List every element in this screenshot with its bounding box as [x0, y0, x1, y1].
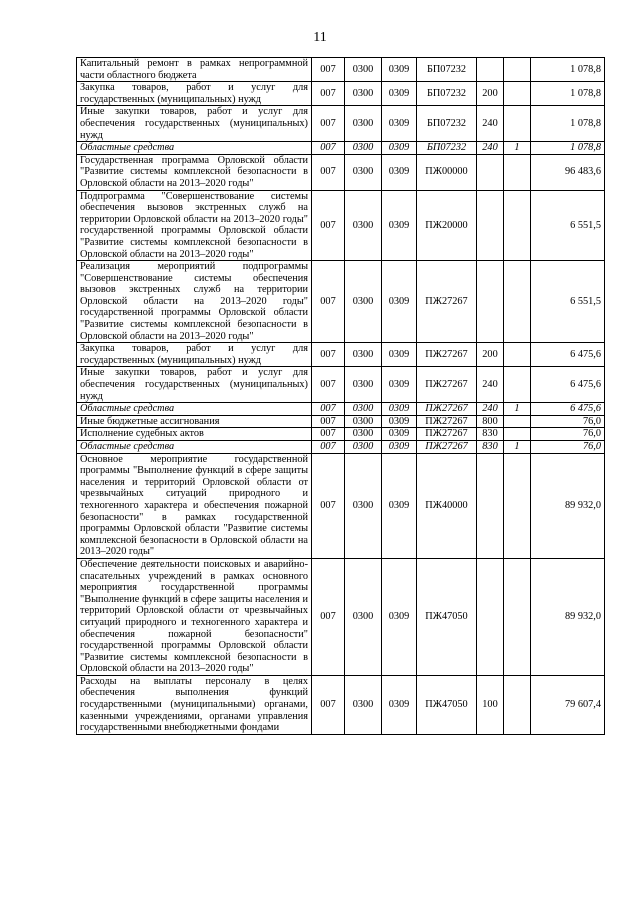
target-article-code: ПЖ20000	[417, 190, 477, 261]
subsection-code: 0309	[382, 403, 417, 416]
amount: 6 475,6	[531, 343, 605, 367]
admin-code: 007	[312, 558, 345, 675]
subsection-code: 0309	[382, 428, 417, 441]
row-name: Иные закупки товаров, работ и услуг для обеспечения государственных (муниципальных) нужд	[77, 106, 312, 142]
target-article-code: БП07232	[417, 106, 477, 142]
section-code: 0300	[345, 261, 382, 343]
table-row	[77, 415, 605, 428]
expense-type-code: 240	[477, 142, 504, 155]
admin-code: 007	[312, 403, 345, 416]
table-row	[77, 441, 605, 454]
expense-type-code: 100	[477, 675, 504, 734]
admin-code: 007	[312, 415, 345, 428]
funding-source-code	[504, 58, 531, 82]
target-article-code: ПЖ27267	[417, 428, 477, 441]
funding-source-code	[504, 261, 531, 343]
table-row	[77, 261, 605, 343]
target-article-code: ПЖ40000	[417, 453, 477, 558]
subsection-code: 0309	[382, 441, 417, 454]
table-row	[77, 82, 605, 106]
table-row	[77, 403, 605, 416]
expense-type-code: 200	[477, 82, 504, 106]
admin-code: 007	[312, 142, 345, 155]
target-article-code: ПЖ27267	[417, 367, 477, 403]
subsection-code: 0309	[382, 142, 417, 155]
admin-code: 007	[312, 190, 345, 261]
table-row	[77, 154, 605, 190]
funding-source-code	[504, 428, 531, 441]
expense-type-code	[477, 261, 504, 343]
expense-type-code	[477, 453, 504, 558]
row-name: Областные средства	[77, 142, 312, 155]
amount: 76,0	[531, 428, 605, 441]
amount: 6 551,5	[531, 261, 605, 343]
target-article-code: БП07232	[417, 142, 477, 155]
section-code: 0300	[345, 82, 382, 106]
budget-table	[76, 57, 605, 735]
page-number: 11	[313, 30, 327, 45]
funding-source-code	[504, 367, 531, 403]
row-name: Закупка товаров, работ и услуг для государственных (муниципальных) нужд	[77, 82, 312, 106]
expense-type-code	[477, 190, 504, 261]
expense-type-code: 240	[477, 367, 504, 403]
expense-type-code	[477, 58, 504, 82]
funding-source-code	[504, 453, 531, 558]
row-name: Областные средства	[77, 441, 312, 454]
section-code: 0300	[345, 142, 382, 155]
section-code: 0300	[345, 343, 382, 367]
funding-source-code	[504, 190, 531, 261]
admin-code: 007	[312, 106, 345, 142]
row-name: Иные закупки товаров, работ и услуг для обеспечения государственных (муниципальных) нужд	[77, 367, 312, 403]
admin-code: 007	[312, 261, 345, 343]
admin-code: 007	[312, 428, 345, 441]
row-name: Расходы на выплаты персоналу в целях обеспечения выполнения функций государственными (муниципальными) органами, казенными учреждениями, органами управления государственными внебюджетными фондами	[77, 675, 312, 734]
subsection-code: 0309	[382, 558, 417, 675]
funding-source-code	[504, 154, 531, 190]
section-code: 0300	[345, 558, 382, 675]
expense-type-code: 240	[477, 403, 504, 416]
target-article-code: ПЖ47050	[417, 558, 477, 675]
expense-type-code: 800	[477, 415, 504, 428]
table-row	[77, 106, 605, 142]
expense-type-code	[477, 154, 504, 190]
table-row	[77, 343, 605, 367]
funding-source-code	[504, 415, 531, 428]
section-code: 0300	[345, 675, 382, 734]
target-article-code: ПЖ00000	[417, 154, 477, 190]
row-name: Государственная программа Орловской области "Развитие системы комплексной безопасности в Орловской области на 2013–2020 годы"	[77, 154, 312, 190]
row-name: Капитальный ремонт в рамках непрограммной части областного бюджета	[77, 58, 312, 82]
section-code: 0300	[345, 190, 382, 261]
table-row	[77, 558, 605, 675]
section-code: 0300	[345, 403, 382, 416]
amount: 6 475,6	[531, 403, 605, 416]
table-row	[77, 428, 605, 441]
target-article-code: ПЖ27267	[417, 415, 477, 428]
table-row	[77, 675, 605, 734]
subsection-code: 0309	[382, 367, 417, 403]
subsection-code: 0309	[382, 261, 417, 343]
expense-type-code: 240	[477, 106, 504, 142]
section-code: 0300	[345, 106, 382, 142]
admin-code: 007	[312, 453, 345, 558]
expense-type-code: 830	[477, 441, 504, 454]
table-row	[77, 58, 605, 82]
funding-source-code	[504, 558, 531, 675]
admin-code: 007	[312, 154, 345, 190]
amount: 76,0	[531, 441, 605, 454]
section-code: 0300	[345, 441, 382, 454]
funding-source-code: 1	[504, 441, 531, 454]
amount: 6 551,5	[531, 190, 605, 261]
expense-type-code: 200	[477, 343, 504, 367]
subsection-code: 0309	[382, 154, 417, 190]
row-name: Закупка товаров, работ и услуг для государственных (муниципальных) нужд	[77, 343, 312, 367]
target-article-code: ПЖ27267	[417, 403, 477, 416]
table-row	[77, 142, 605, 155]
row-name: Основное мероприятие государственной программы "Выполнение функций в сфере защиты населения и территорий Орловской области от чрезвычайных ситуаций природного и техногенного характера и обеспечения пожарной безопасности" в рамках государственной программы Орловской области "Развитие системы комплексной безопасности в Орловской области на 2013–2020 годы"	[77, 453, 312, 558]
subsection-code: 0309	[382, 675, 417, 734]
target-article-code: БП07232	[417, 58, 477, 82]
admin-code: 007	[312, 58, 345, 82]
target-article-code: ПЖ47050	[417, 675, 477, 734]
funding-source-code	[504, 106, 531, 142]
amount: 1 078,8	[531, 106, 605, 142]
expense-type-code	[477, 558, 504, 675]
row-name: Иные бюджетные ассигнования	[77, 415, 312, 428]
section-code: 0300	[345, 367, 382, 403]
target-article-code: ПЖ27267	[417, 343, 477, 367]
target-article-code: ПЖ27267	[417, 261, 477, 343]
row-name: Исполнение судебных актов	[77, 428, 312, 441]
amount: 96 483,6	[531, 154, 605, 190]
table-row	[77, 190, 605, 261]
amount: 79 607,4	[531, 675, 605, 734]
subsection-code: 0309	[382, 82, 417, 106]
target-article-code: БП07232	[417, 82, 477, 106]
section-code: 0300	[345, 154, 382, 190]
subsection-code: 0309	[382, 415, 417, 428]
subsection-code: 0309	[382, 453, 417, 558]
amount: 1 078,8	[531, 142, 605, 155]
amount: 76,0	[531, 415, 605, 428]
funding-source-code: 1	[504, 403, 531, 416]
amount: 1 078,8	[531, 82, 605, 106]
table-row	[77, 367, 605, 403]
admin-code: 007	[312, 343, 345, 367]
admin-code: 007	[312, 367, 345, 403]
amount: 6 475,6	[531, 367, 605, 403]
subsection-code: 0309	[382, 106, 417, 142]
section-code: 0300	[345, 428, 382, 441]
table-row	[77, 453, 605, 558]
amount: 89 932,0	[531, 558, 605, 675]
funding-source-code	[504, 675, 531, 734]
section-code: 0300	[345, 58, 382, 82]
amount: 1 078,8	[531, 58, 605, 82]
funding-source-code	[504, 82, 531, 106]
expense-type-code: 830	[477, 428, 504, 441]
section-code: 0300	[345, 415, 382, 428]
funding-source-code	[504, 343, 531, 367]
subsection-code: 0309	[382, 343, 417, 367]
row-name: Подпрограмма "Совершенствование системы обеспечения вызовов экстренных служб на территории Орловской области на 2013–2020 годы" государственной программы Орловской области "Развитие системы комплексной безопасности в Орловской области на 2013–2020 годы"	[77, 190, 312, 261]
admin-code: 007	[312, 675, 345, 734]
amount: 89 932,0	[531, 453, 605, 558]
section-code: 0300	[345, 453, 382, 558]
admin-code: 007	[312, 82, 345, 106]
target-article-code: ПЖ27267	[417, 441, 477, 454]
row-name: Обеспечение деятельности поисковых и аварийно-спасательных учреждений в рамках основного мероприятия государственной программы "Выполнение функций в сфере защиты населения и территорий Орловской области от чрезвычайных ситуаций природного и техногенного характера и обеспечения пожарной безопасности" государственной программы Орловской области "Развитие системы комплексной безопасности в Орловской области на 2013–2020 годы"	[77, 558, 312, 675]
row-name: Областные средства	[77, 403, 312, 416]
admin-code: 007	[312, 441, 345, 454]
subsection-code: 0309	[382, 58, 417, 82]
subsection-code: 0309	[382, 190, 417, 261]
row-name: Реализация мероприятий подпрограммы "Совершенствование системы обеспечения вызовов экстренных служб на территории Орловской области на 2013–2020 годы" государственной программы Орловской области "Развитие системы комплексной безопасности в Орловской области на 2013–2020 годы"	[77, 261, 312, 343]
funding-source-code: 1	[504, 142, 531, 155]
